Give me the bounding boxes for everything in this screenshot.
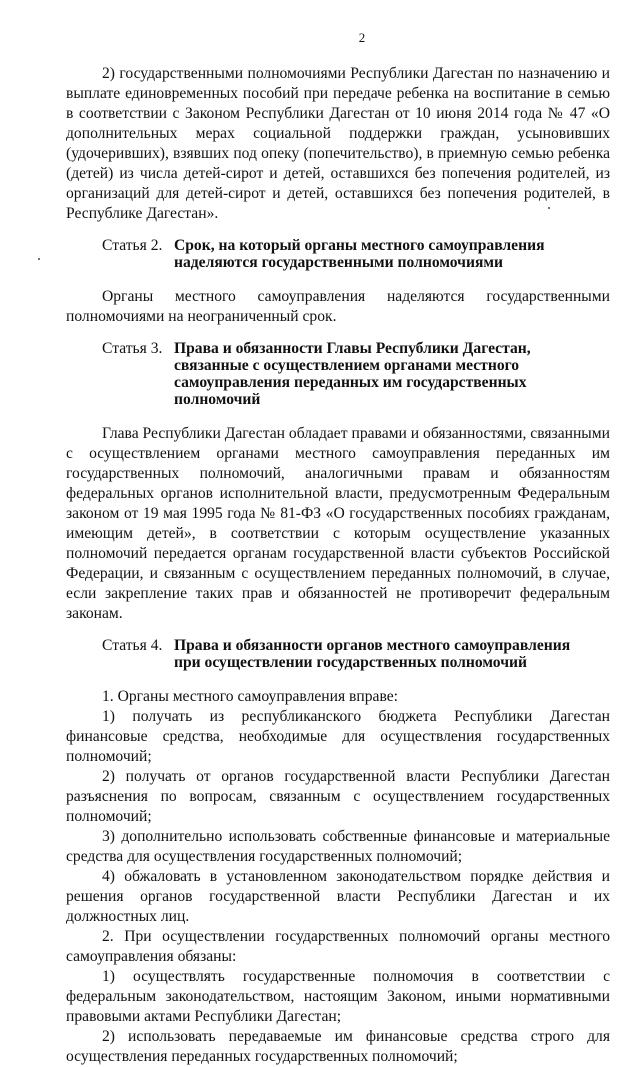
- article-4-paragraph: 2) использовать передаваемые им финансовые средства строго для осуществления переданных государственных полномочий;: [66, 1028, 610, 1065]
- article-3-text: Глава Республики Дагестан обладает правами и обязанностями, связанными с осуществлением органами местного самоуправления переданных им государственных полномочий, аналогичными правам и обязанностям федеральных органов исполнительной власти, предусмотренным Федеральным законом от 19 мая 1995 года № 81-ФЗ «О государственных пособиях гражданам, имеющим детей», в соответствии с которым осуществление указанных полномочий передается органам государственной власти субъектов Российской Федерации, и связанным с осуществлением переданных полномочий, в случае, если закрепление таких прав и обязанностей не противоречит федеральным законам.: [66, 425, 610, 622]
- scan-speck: [38, 258, 40, 260]
- article-4-number: Статья 4.: [102, 637, 163, 654]
- article-4-paragraph: 1) осуществлять государственные полномочия в соответствии с федеральным законодательством, настоящим Законом, иными нормативными правовыми актами Республики Дагестан;: [66, 968, 610, 1025]
- article-2-text: Органы местного самоуправления наделяются государственными полномочиями на неограниченный срок.: [66, 288, 610, 325]
- article-3-number: Статья 3.: [102, 340, 163, 357]
- article-2-number: Статья 2.: [102, 237, 163, 254]
- article-2-title-line-2: наделяются государственными полномочиями: [174, 254, 503, 271]
- article-3-heading: [66, 340, 610, 408]
- article-4-paragraph: 2. При осуществлении государственных полномочий органы местного самоуправления обязаны:: [66, 928, 610, 965]
- article-3-title: [174, 340, 610, 408]
- article-2-heading: [66, 237, 610, 271]
- article-3-title-line-2: связанные с осуществлением органами местного: [174, 357, 520, 374]
- page-number: 2: [358, 30, 366, 45]
- article-4-paragraph: 1. Органы местного самоуправления вправе:: [102, 688, 398, 705]
- article-4-paragraph: 1) получать из республиканского бюджета Республики Дагестан финансовые средства, необходимые для осуществления государственных полномочий;: [66, 708, 610, 765]
- article-4-paragraph: 4) обжаловать в установленном законодательством порядке действия и решения органов государственной власти Республики Дагестан и их должностных лиц.: [66, 868, 610, 925]
- intro-paragraph: 2) государственными полномочиями Республики Дагестан по назначению и выплате единовременных пособий при передаче ребенка на воспитание в семью в соответствии с Законом Республики Дагестан от 10 июня 2014 года № 47 «О дополнительных мерах социальной поддержки граждан, усыновивших (удочеривших), взявших под опеку (попечительство), в приемную семью ребенка (детей) из числа детей-сирот и детей, оставшихся без попечения родителей, из организаций для детей-сирот и детей, оставшихся без попечения родителей, в Республике Дагестан».: [66, 65, 610, 222]
- article-4-paragraph: 3) дополнительно использовать собственные финансовые и материальные средства для осуществления государственных полномочий;: [66, 828, 610, 865]
- article-4-title: [174, 637, 570, 671]
- article-4-title-line-2: при осуществлении государственных полномочий: [174, 654, 527, 671]
- article-4-title-line-1: Права и обязанности органов местного самоуправления: [174, 637, 571, 654]
- article-4-heading: [66, 637, 610, 671]
- article-4-paragraph: 2) получать от органов государственной власти Республики Дагестан разъяснения по вопросам, связанным с осуществлением государственных полномочий;: [66, 768, 610, 825]
- article-3-title-line-1: Права и обязанности Главы Республики Дагестан,: [174, 340, 531, 357]
- article-2-title-line-1: Срок, на который органы местного самоуправления: [174, 237, 545, 254]
- scan-speck: [548, 207, 550, 209]
- article-2-title: [174, 237, 545, 271]
- article-3-title-line-3: самоуправления переданных им государственных полномочий: [174, 374, 527, 408]
